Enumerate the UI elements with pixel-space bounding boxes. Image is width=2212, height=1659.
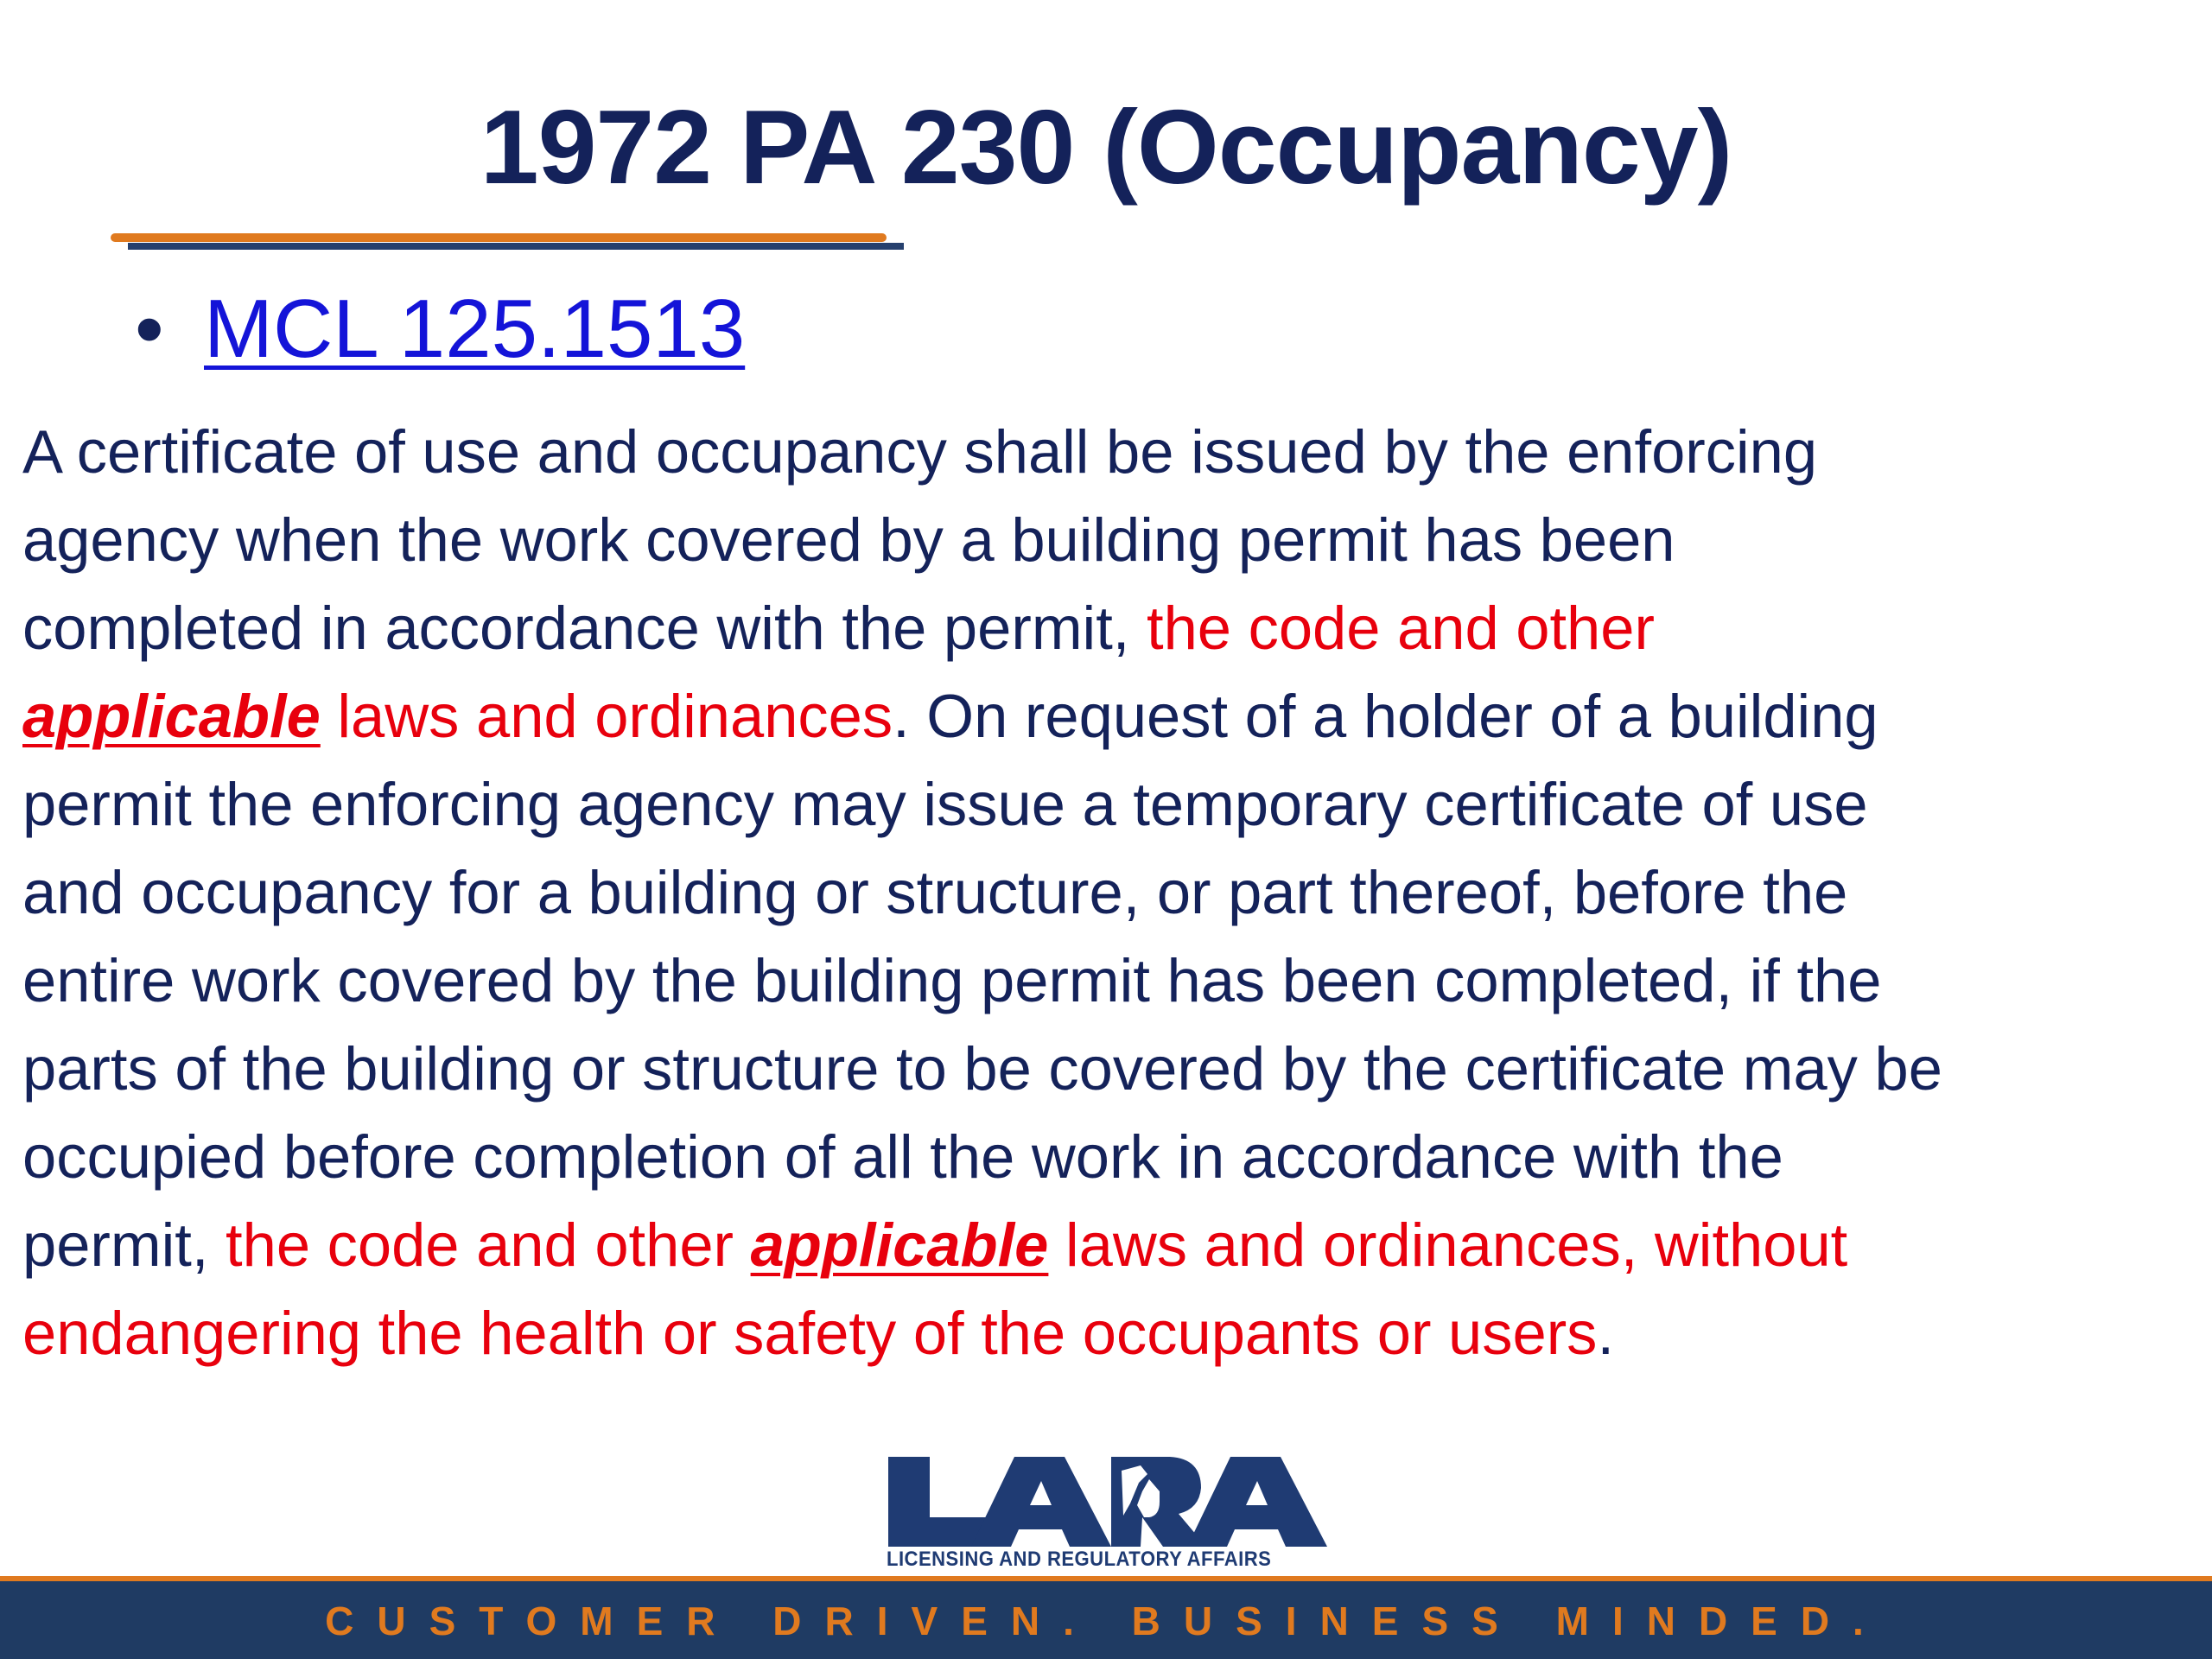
statute-line [22,849,2200,937]
title-underline-orange [111,233,887,242]
statute-line [22,937,2200,1025]
highlighted-text-segment: laws and ordinances, without [1048,1211,1848,1279]
highlighted-text-segment: the code and other [226,1211,751,1279]
footer-bar [0,1581,2212,1659]
title-underline-navy [128,243,904,250]
statute-text-segment: permit the enforcing agency may issue a temporary certificate of use [22,770,1868,838]
lara-wordmark [885,1453,1327,1550]
highlighted-text-segment: laws and ordinances [320,682,893,750]
statute-line [22,1289,2200,1377]
statute-line [22,584,2200,672]
lara-logo [885,1453,1327,1574]
bullet-icon: • [135,283,164,375]
mcl-link[interactable]: MCL 125.1513 [204,283,746,375]
statute-text-segment: and occupancy for a building or structure, or part thereof, before the [22,858,1848,926]
emphasis-applicable: applicable [750,1211,1049,1279]
statute-line [22,1113,2200,1201]
statute-text-segment: entire work covered by the building permit has been completed, if the [22,946,1882,1014]
statute-text-segment: parts of the building or structure to be covered by the certificate may be [22,1034,1942,1103]
statute-text-segment: . On request of a holder of a building [893,682,1878,750]
statute-text-segment: permit, [22,1211,226,1279]
statute-text-segment: A certificate of use and occupancy shall be issued by the enforcing [22,417,1818,486]
statute-line [22,1025,2200,1113]
statute-text-segment: agency when the work covered by a building permit has been [22,505,1675,574]
statute-line [22,760,2200,849]
statute-text-segment: occupied before completion of all the work in accordance with the [22,1122,1783,1191]
statute-line [22,672,2200,760]
statute-line [22,1201,2200,1289]
highlighted-text-segment: endangering the health or safety of the occupants or users [22,1299,1598,1367]
slide-title: 1972 PA 230 (Occupancy) [480,88,1732,206]
lara-tagline: LICENSING AND REGULATORY AFFAIRS [887,1548,1272,1571]
footer-slogan: CUSTOMER DRIVEN. BUSINESS MINDED. [325,1599,1887,1643]
statute-text-segment: . [1597,1299,1615,1367]
statute-text-segment: completed in accordance with the permit, [22,594,1147,662]
statute-text [22,408,2200,1377]
emphasis-applicable: applicable [22,682,321,750]
highlighted-text-segment: the code and other [1146,594,1655,662]
statute-line [22,496,2200,584]
statute-line [22,408,2200,496]
bullet-item [135,273,745,385]
